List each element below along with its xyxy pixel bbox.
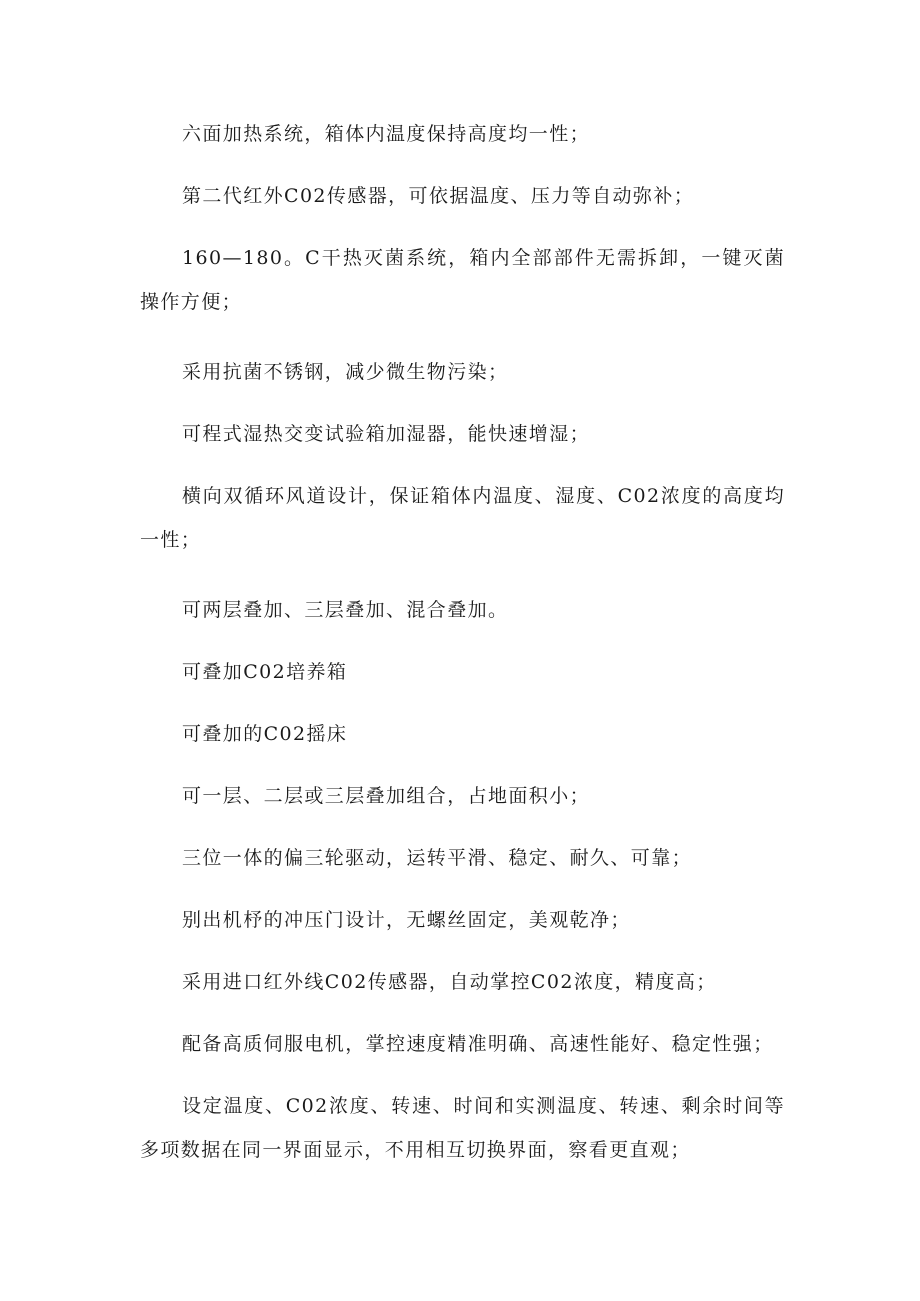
paragraph: 可一层、二层或三层叠加组合，占地面积小；: [182, 785, 591, 807]
paragraph: 可程式湿热交变试验箱加湿器，能快速增湿；: [182, 423, 591, 445]
paragraph: 设定温度、C02浓度、转速、时间和实测温度、转速、剩余时间等多项数据在同一界面显示，不用相互切换界面，察看更直观；: [140, 1095, 785, 1161]
paragraph: 别出机杼的冲压门设计，无螺丝固定，美观乾净；: [182, 909, 631, 931]
paragraph: 第二代红外C02传感器，可依据温度、压力等自动弥补；: [182, 185, 695, 207]
paragraph: 可叠加的C02摇床: [182, 723, 348, 745]
paragraph: 160—180。C干热灭菌系统，箱内全部部件无需拆卸，一键灭菌操作方便；: [140, 247, 785, 313]
paragraph: 可叠加C02培养箱: [182, 661, 348, 683]
paragraph: 横向双循环风道设计，保证箱体内温度、湿度、C02浓度的高度均一性；: [140, 485, 785, 551]
paragraph: 配备高质伺服电机，掌控速度精准明确、高速性能好、稳定性强；: [182, 1033, 774, 1055]
paragraph: 采用抗菌不锈钢，减少微生物污染；: [182, 361, 509, 383]
paragraph: 采用进口红外线C02传感器，自动掌控C02浓度，精度高；: [182, 971, 717, 993]
paragraph: 三位一体的偏三轮驱动，运转平滑、稳定、耐久、可靠；: [182, 847, 693, 869]
paragraph: 六面加热系统，箱体内温度保持高度均一性；: [182, 123, 591, 145]
document-body: [140, 112, 785, 1198]
paragraph: 可两层叠加、三层叠加、混合叠加。: [182, 599, 509, 621]
